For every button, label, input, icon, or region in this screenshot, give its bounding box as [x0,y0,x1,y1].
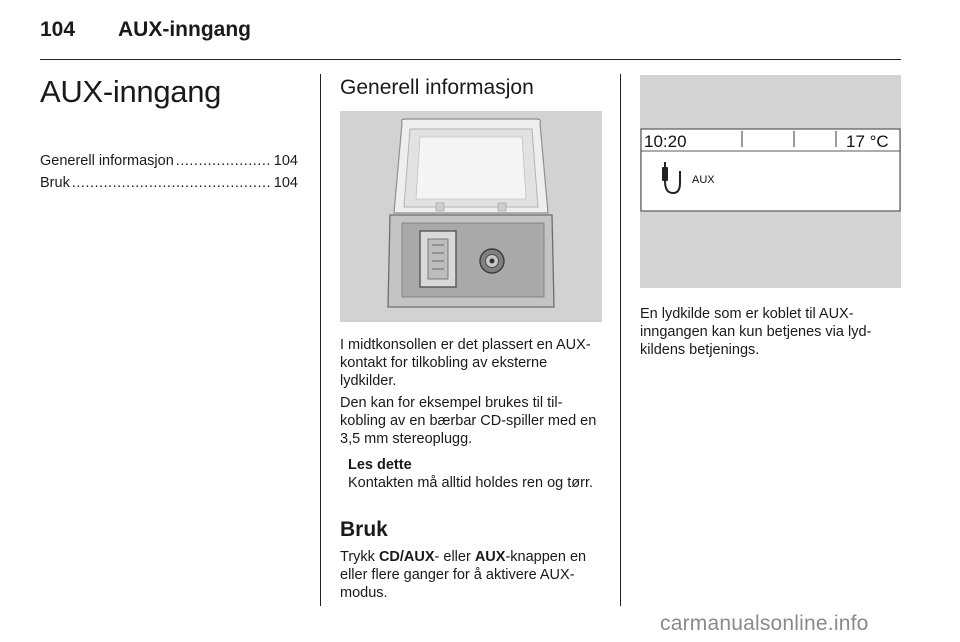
chapter-title: AUX-inngang [40,74,222,109]
subsection-title: Bruk [340,518,388,541]
radio-display-screen [640,75,901,288]
section-title: Generell informasjon [340,76,534,99]
note-box [348,456,598,492]
header-title: AUX-inngang [118,18,251,41]
aux-button-label: AUX [474,549,506,565]
intro-paragraph: I midtkonsollen er det plassert en AUX-kontakt for tilkobling av eksterne lydkilder. [340,337,591,389]
page-number: 104 [40,18,76,41]
toc-entry[interactable] [40,172,298,194]
header-rule [40,59,901,60]
bruk-text-post: -knappen en eller flere ganger for å aktivere AUX-modus. [340,549,587,601]
aux-socket-illustration [340,111,602,322]
toc-entry-label: Bruk [40,175,70,191]
radio-display-illustration [640,75,901,288]
note-body: Kontakten må alltid holdes ren og tørr. [348,475,594,491]
bruk-paragraph [340,548,602,602]
toc-entry-label: Generell informasjon [40,153,174,169]
watermark: carmanualsonline.info [660,612,869,635]
aux-socket-photo [340,111,602,322]
table-of-contents [40,150,298,194]
cd-aux-button-label: CD/AUX [378,549,435,565]
toc-entry-page: 104 [273,175,298,191]
toc-leader-dots [72,172,272,194]
toc-leader-dots [176,150,272,172]
toc-entry-page: 104 [273,153,298,169]
column-divider [620,74,621,606]
usage-example-paragraph: Den kan for eksempel brukes til til- kobling av en bærbar CD-spiller med en 3,5 mm stereoplugg. [340,395,597,447]
note-heading: Les dette [348,457,412,473]
display-temperature: 17 °C [846,132,889,151]
display-time: 10:20 [644,132,687,151]
bruk-text-pre: Trykk [340,549,379,565]
display-source-label: AUX [692,174,715,186]
bruk-text-mid: - eller [434,549,475,565]
aux-control-paragraph: En lydkilde som er koblet til AUX- inngangen kan kun betjenes via lyd- kildens betjenings. [640,306,872,358]
toc-entry[interactable] [40,150,298,172]
column-divider [320,74,321,606]
